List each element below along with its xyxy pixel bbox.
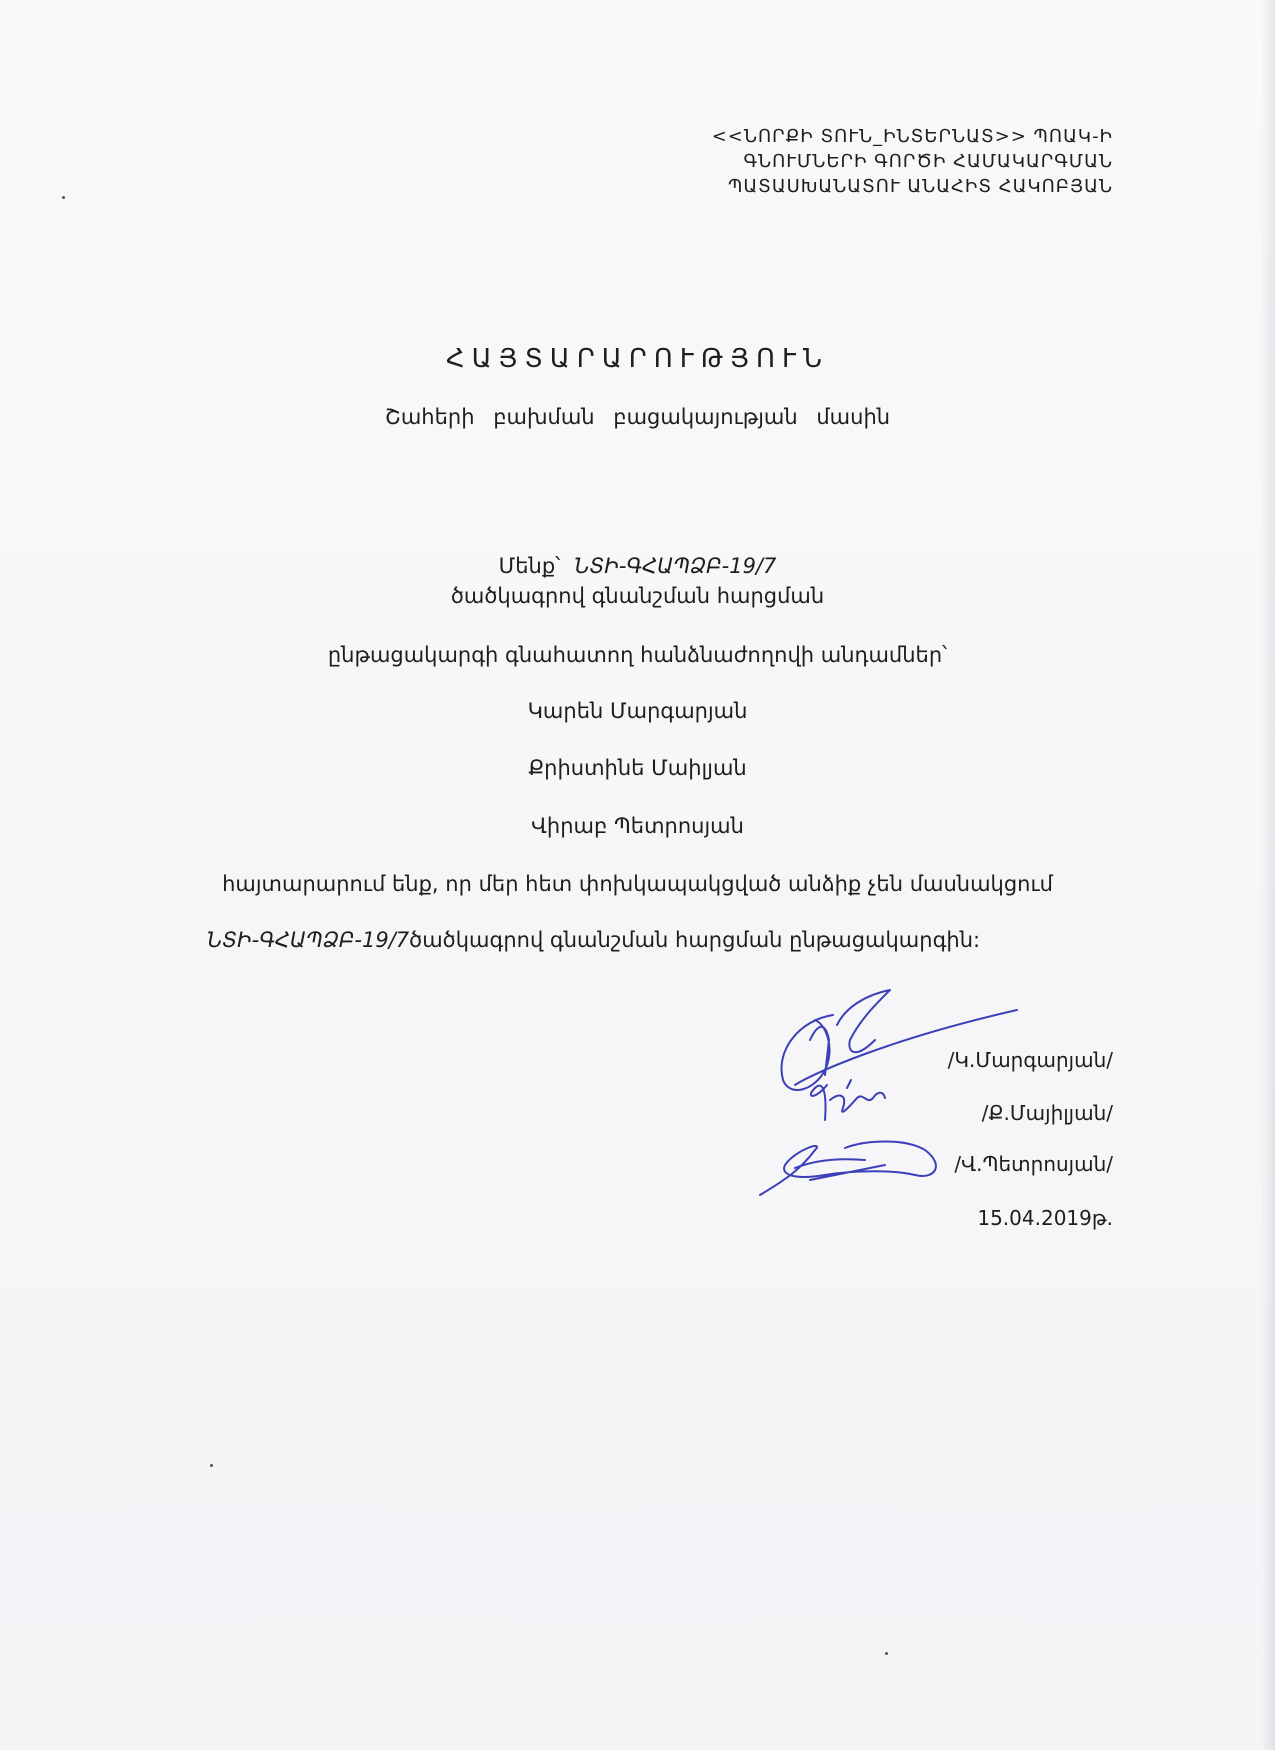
signatory-name-3: /Վ.Պետրոսյան/ <box>954 1152 1113 1176</box>
document-title: ՀԱՅՏԱՐԱՐՈՒԹՅՈՒՆ <box>446 344 829 374</box>
intro-line <box>0 554 1275 578</box>
signature-3-stroke <box>760 1142 936 1196</box>
final-procurement-code: ՆՏԻ-ԳՀԱՊՁԲ-19/7 <box>207 928 410 952</box>
paper-speck <box>210 1464 213 1467</box>
final-line <box>207 928 980 952</box>
procurement-code: ՆՏԻ-ԳՀԱՊՁԲ-19/7 <box>574 554 777 578</box>
addressee-block <box>593 124 1113 199</box>
document-date: 15.04.2019թ. <box>977 1206 1113 1230</box>
addressee-line-2: ԳՆՈՒՄՆԵՐԻ ԳՈՐԾԻ ՀԱՄԱԿԱՐԳՄԱՆ <box>743 151 1113 172</box>
document-subtitle: Շահերի բախման բացակայության մասին <box>384 405 891 429</box>
committee-member-1: Կարեն Մարգարյան <box>527 699 748 723</box>
addressee-line-3: ՊԱՏԱՍԽԱՆԱՏՈՒ ԱՆԱՀԻՏ ՀԱԿՈԲՅԱՆ <box>727 176 1113 197</box>
signature-2-stroke <box>811 1080 885 1120</box>
declaration-line: հայտարարում ենք, որ մեր հետ փոխկապակցված անձիք չեն մասնակցում <box>222 872 1053 896</box>
paper-speck <box>62 196 65 199</box>
addressee-line-1: <<ՆՈՐՔԻ ՏՈՒՆ_ԻՆՏԵՐՆԱՏ>> ՊՈԱԿ-Ի <box>711 126 1113 147</box>
paper-speck <box>885 1652 888 1655</box>
intro-prefix: Մենք՝ <box>498 554 561 578</box>
body-line-2: ծածկագրով գնանշման հարցման <box>450 584 825 608</box>
final-line-text: ծածկագրով գնանշման հարցման ընթացակարգին: <box>409 928 981 952</box>
signature-1-stroke <box>781 990 1017 1090</box>
signatory-name-2: /Ք.Մայիլյան/ <box>981 1101 1113 1125</box>
signatory-name-1: /Կ.Մարգարյան/ <box>947 1048 1113 1072</box>
committee-member-2: Քրիստինե Մաիլյան <box>528 756 747 780</box>
body-line-3: ընթացակարգի գնահատող հանձնաժողովի անդամներ՝ <box>327 643 948 667</box>
committee-member-3: Վիրաբ Պետրոսյան <box>531 814 744 838</box>
